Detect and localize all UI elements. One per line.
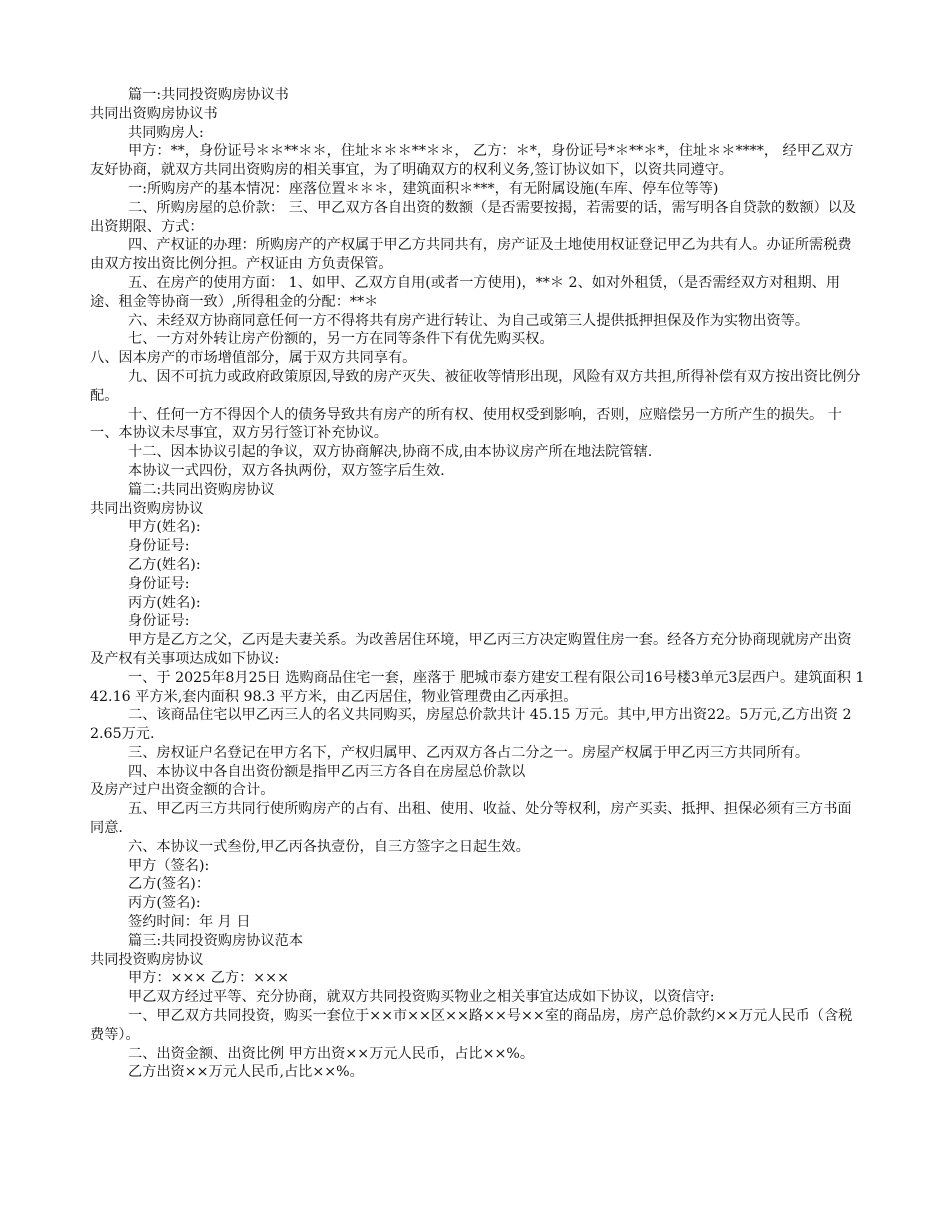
paragraph: 一、甲乙双方共同投资，购买一套位于××市××区××路××号××室的商品房，房产总价款约××万元人民币（含税费等）。 xyxy=(90,1008,853,1043)
paragraph: 乙方出资××万元人民币,占比××%。 xyxy=(128,1064,364,1081)
paragraph: 五、在房产的使用方面： 1、如甲、乙双方自用(或者一方使用)，**＊ 2、如对外租赁，（是否需经双方对租期、用途、租金等协商一致）,所得租金的分配：**＊ xyxy=(90,274,841,310)
paragraph: 签约时间：年 月 日 xyxy=(128,914,251,931)
paragraph: 二、所购房屋的总价款： 三、甲乙双方各自出资的数额（是否需要按揭，若需要的话，需写明各自贷款的数额）以及出资期限、方式： xyxy=(90,199,857,235)
paragraph: 九、因不可抗力或政府政策原因,导致的房产灭失、被征收等情形出现，风险有双方共担,所得补偿有双方按出资比例分配。 xyxy=(90,368,861,404)
paragraph: 共同购房人: xyxy=(128,124,204,141)
paragraph: 甲方（签名): xyxy=(128,857,210,874)
paragraph: 丙方(姓名): xyxy=(128,594,201,611)
paragraph: 甲方：××× 乙方：××× xyxy=(128,970,289,987)
paragraph: 六、本协议一式叁份,甲乙丙各执壹份，自三方签字之日起生效。 xyxy=(128,838,530,855)
paragraph: 甲方是乙方之父，乙丙是夫妻关系。为改善居住环境，甲乙丙三方决定购置住房一套。经各方充分协商现就房产出资及产权有关事项达成如下协议: xyxy=(90,632,852,667)
paragraph: 身份证号: xyxy=(128,613,190,630)
paragraph: 二、出资金额、出资比例 甲方出资××万元人民币，占比××%。 xyxy=(128,1045,535,1062)
paragraph: 甲乙双方经过平等、充分协商，就双方共同投资购买物业之相关事宜达成如下协议，以资信守: xyxy=(128,989,715,1006)
paragraph: 共同出资购房协议 xyxy=(90,500,204,517)
paragraph: 乙方(签名)： xyxy=(128,876,211,893)
paragraph: 六、未经双方协商同意任何一方不得将共有房产进行转让、为自己或第三人提供抵押担保及作为实物出资等。 xyxy=(128,312,810,329)
paragraph: 五、甲乙丙三方共同行使所购房产的占有、出租、使用、收益、处分等权利，房产买卖、抵押、担保必须有三方书面同意. xyxy=(90,801,852,837)
paragraph: 篇二:共同出资购房协议 xyxy=(128,481,275,498)
paragraph: 及房产过户出资金额的合计。 xyxy=(90,782,275,799)
paragraph: 共同投资购房协议 xyxy=(90,951,204,968)
paragraph: 身份证号: xyxy=(128,538,190,555)
paragraph: 本协议一式四份，双方各执两份，双方签字后生效. xyxy=(128,462,445,479)
paragraph: 一:所购房产的基本情况：座落位置＊＊＊，建筑面积＊***，有无附属设施(车库、停车位等等) xyxy=(128,180,719,197)
paragraph: 四、本协议中各自出资份额是指甲乙丙三方各自在房屋总价款以 xyxy=(128,763,526,780)
paragraph: 七、一方对外转让房产份额的，另一方在同等条件下有优先购买权。 xyxy=(128,331,554,348)
paragraph: 共同出资购房协议书 xyxy=(90,105,218,122)
paragraph: 四、产权证的办理：所购房产的产权属于甲乙方共同共有，房产证及土地使用权证登记甲乙为共有人。办证所需税费由双方按出资比例分担。产权证由 方负责保管。 xyxy=(90,237,852,273)
paragraph: 甲方(姓名): xyxy=(128,519,201,536)
paragraph: 甲方：**，身份证号＊＊**＊＊，住址＊＊＊**＊＊， 乙方：＊*，身份证号*＊**＊*，住址＊＊****， 经甲乙双方友好协商，就双方共同出资购房的相关事宜，为了明确双方的权利义务,签订协议如下，以资共同遵守。 xyxy=(90,143,854,179)
paragraph: 篇三:共同投资购房协议范本 xyxy=(128,932,304,949)
paragraph: 十二、因本协议引起的争议，双方协商解决,协商不成,由本协议房产所在地法院管辖. xyxy=(128,444,653,461)
paragraph: 十、任何一方不得因个人的债务导致共有房产的所有权、使用权受到影响，否则，应赔偿另一方所产生的损失。 十一、本协议未尽事宜，双方另行签订补充协议。 xyxy=(90,406,842,442)
paragraph: 篇一:共同投资购房协议书 xyxy=(128,87,289,103)
paragraph: 乙方(姓名): xyxy=(128,556,201,573)
paragraph: 身份证号: xyxy=(128,575,190,592)
paragraph: 二、该商品住宅以甲乙丙三人的名义共同购买，房屋总价款共计 45.15 万元。其中,甲方出资22。5万元,乙方出资 22.65万元. xyxy=(90,707,852,743)
document-body xyxy=(90,86,865,1082)
paragraph: 三、房权证户名登记在甲方名下，产权归属甲、乙丙双方各占二分之一。房屋产权属于甲乙丙三方共同所有。 xyxy=(128,744,810,761)
paragraph: 丙方(签名): xyxy=(128,895,201,912)
paragraph: 一、于 2025年8月25日 选购商品住宅一套，座落于 肥城市泰方建安工程有限公司16号楼3单元3层西户。建筑面积 142.16 平方米,套内面积 98.3 平方米，由乙丙居住，物业管理费由乙丙承担。 xyxy=(90,669,865,705)
paragraph: 八、因本房产的市场增值部分，属于双方共同享有。 xyxy=(90,350,417,367)
